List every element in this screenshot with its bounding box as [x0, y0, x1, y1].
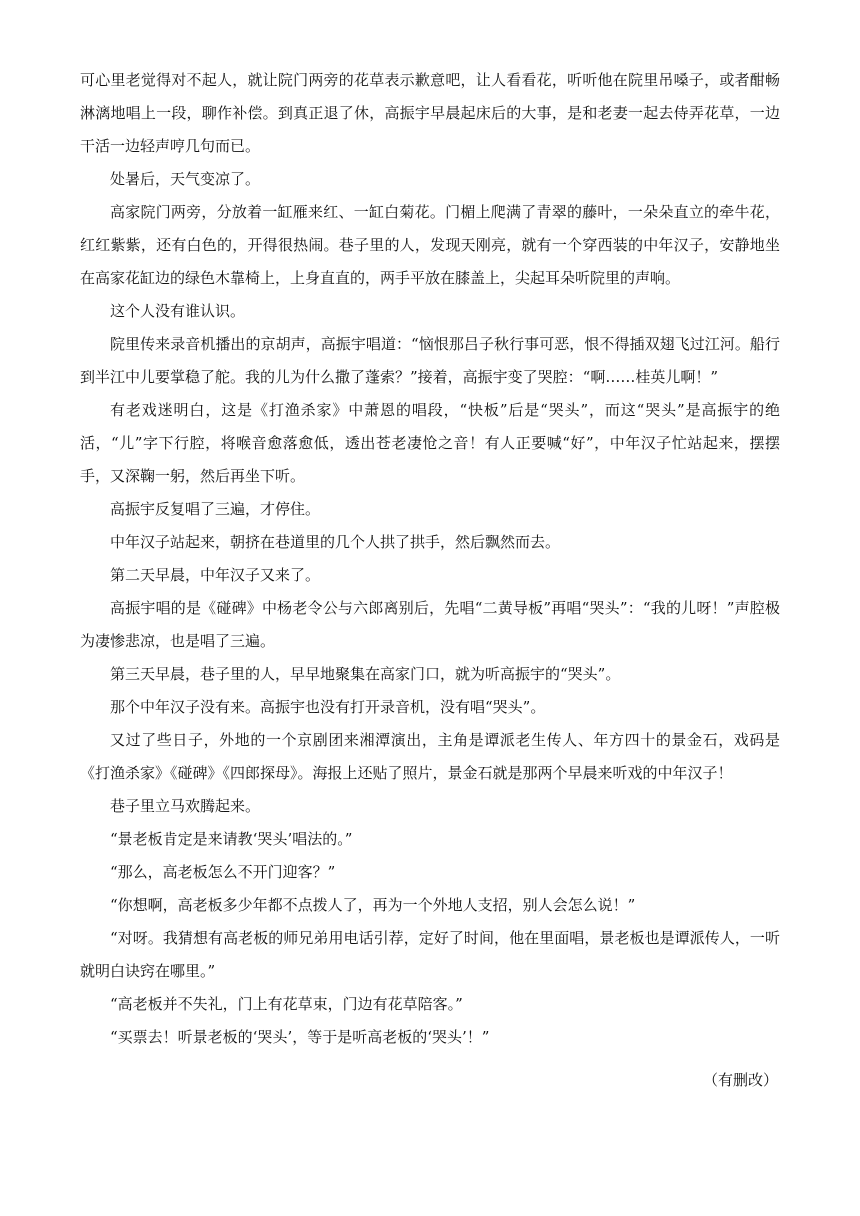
paragraph: 院里传来录音机播出的京胡声，高振宇唱道：“恼恨那吕子秋行事可恶，恨不得插双翅飞过江河。船行到半江中儿要掌稳了舵。我的儿为什么撒了蓬索？”接着，高振宇变了哭腔：“啊……桂英儿啊！” — [80, 335, 780, 386]
paragraph: 高家院门两旁，分放着一缸雁来红、一缸白菊花。门楣上爬满了青翠的藤叶，一朵朵直立的牵牛花，红红紫紫，还有白色的，开得很热闹。巷子里的人，发现天刚亮，就有一个穿西装的中年汉子，安静地坐在高家花缸边的绿色木靠椅上，上身直直的，两手平放在膝盖上，尖起耳朵听院里的声响。 — [80, 203, 780, 287]
paragraph: “高老板并不失礼，门上有花草束，门边有花草陪客。” — [110, 995, 463, 1013]
paragraph: 有老戏迷明白，这是《打渔杀家》中萧恩的唱段，“快板”后是“哭头”，而这“哭头”是高振宇的绝活，“儿”字下行腔，将喉音愈落愈低，透出苍老凄怆之音！有人正要喊“好”，中年汉子忙站起来，摆摆手，又深鞠一躬，然后再坐下听。 — [80, 401, 780, 485]
paragraph: 可心里老觉得对不起人，就让院门两旁的花草表示歉意吧，让人看看花，听听他在院里吊嗓子，或者酣畅淋漓地唱上一段，聊作补偿。到真正退了休，高振宇早晨起床后的大事，是和老妻一起去侍弄花草，一边干活一边轻声哼几句而已。 — [80, 71, 780, 155]
article-body — [80, 64, 780, 1097]
paragraph: 处暑后，天气变凉了。 — [110, 170, 261, 188]
paragraph: “买票去！听景老板的‘哭头’，等于是听高老板的‘哭头’！” — [110, 1028, 490, 1046]
paragraph: “景老板肯定是来请教‘哭头’唱法的。” — [110, 830, 353, 848]
paragraph-list — [80, 64, 780, 1054]
revision-note: （有删改） — [702, 1071, 778, 1089]
paragraph: 那个中年汉子没有来。高振宇也没有打开录音机，没有唱“哭头”。 — [110, 698, 546, 716]
paragraph: 高振宇反复唱了三遍，才停住。 — [110, 500, 321, 518]
paragraph: “对呀。我猜想有高老板的师兄弟用电话引荐，定好了时间，他在里面唱，景老板也是谭派传人，一听就明白诀窍在哪里。” — [80, 929, 780, 980]
paragraph: 第三天早晨，巷子里的人，早早地聚集在高家门口，就为听高振宇的“哭头”。 — [110, 665, 621, 683]
paragraph: 又过了些日子，外地的一个京剧团来湘潭演出，主角是谭派老生传人、年方四十的景金石，戏码是《打渔杀家》《碰碑》《四郎探母》。海报上还贴了照片，景金石就是那两个早晨来听戏的中年汉子！ — [80, 731, 780, 782]
paragraph: 中年汉子站起来，朝挤在巷道里的几个人拱了拱手，然后飘然而去。 — [110, 533, 561, 551]
paragraph: “那么，高老板怎么不开门迎客？” — [110, 863, 336, 881]
paragraph: 高振宇唱的是《碰碑》中杨老令公与六郎离别后，先唱“二黄导板”再唱“哭头”：“我的儿呀！”声腔极为凄惨悲凉，也是唱了三遍。 — [80, 599, 780, 650]
paragraph: 巷子里立马欢腾起来。 — [110, 797, 261, 815]
paragraph: 这个人没有谁认识。 — [110, 302, 246, 320]
paragraph: “你想啊，高老板多少年都不点拨人了，再为一个外地人支招，别人会怎么说！” — [110, 896, 636, 914]
paragraph: 第二天早晨，中年汉子又来了。 — [110, 566, 321, 584]
